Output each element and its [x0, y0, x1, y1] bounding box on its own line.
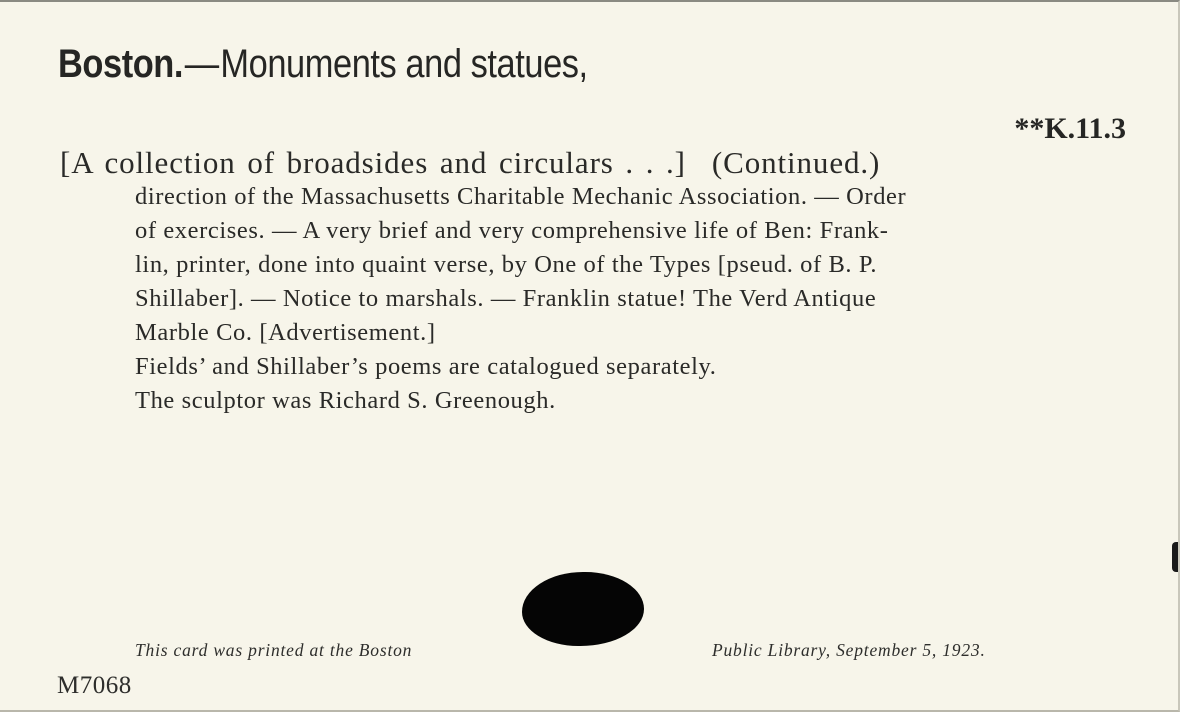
- punch-hole: [522, 572, 644, 646]
- heading-subdivision: Monuments and statues,: [220, 42, 588, 86]
- heading-subject: Boston.: [58, 42, 184, 86]
- body-line: direction of the Massachusetts Charitable Mechanic Association. — Order: [135, 183, 907, 210]
- note-line: The sculptor was Richard S. Greenough.: [135, 387, 556, 414]
- edge-mark: [1172, 542, 1178, 572]
- note-line: Fields’ and Shillaber’s poems are catalogued separately.: [135, 353, 717, 380]
- continued-label: (Continued.): [711, 145, 881, 180]
- footer-imprint-left: This card was printed at the Boston: [135, 640, 413, 660]
- heading-dash: —: [184, 42, 219, 86]
- card-heading: [58, 42, 588, 87]
- card-number: M7068: [57, 672, 132, 699]
- description-body: [135, 180, 906, 418]
- title-line: [60, 145, 880, 181]
- title-text: [A collection of broadsides and circulars . . .]: [60, 145, 686, 180]
- body-line: lin, printer, done into quaint verse, by One of the Types [pseud. of B. P.: [135, 251, 878, 278]
- body-line: of exercises. — A very brief and very comprehensive life of Ben: Frank-: [135, 217, 889, 244]
- call-number: **K.11.3: [1014, 112, 1126, 145]
- body-line: Marble Co. [Advertisement.]: [135, 319, 436, 346]
- footer-imprint-right: Public Library, September 5, 1923.: [712, 640, 986, 660]
- body-line: Shillaber]. — Notice to marshals. — Franklin statue! The Verd Antique: [135, 285, 877, 312]
